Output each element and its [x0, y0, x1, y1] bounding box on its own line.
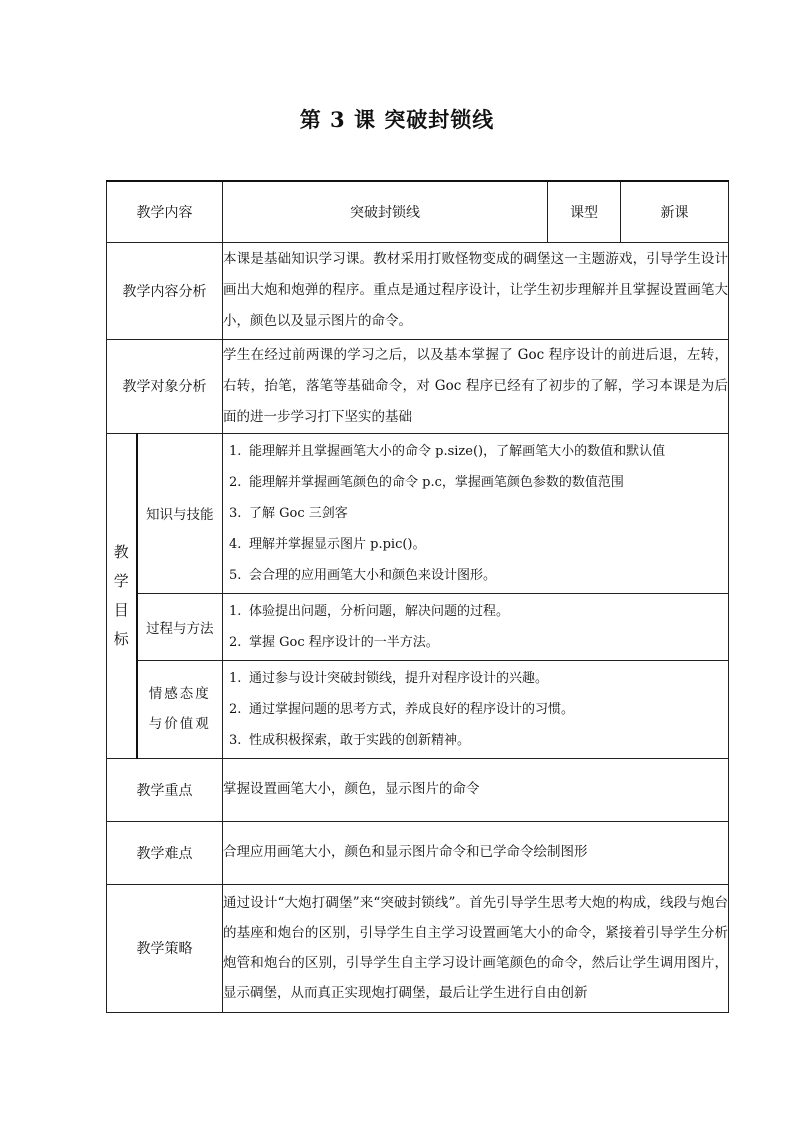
objectives-label-char: 标 — [113, 629, 129, 648]
content-value: 突破封锁线 — [223, 181, 548, 242]
type-value: 新课 — [621, 181, 729, 242]
list-item: 2. 通过掌握问题的思考方式，养成良好的程序设计的习惯。 — [229, 701, 575, 717]
lesson-plan-table — [106, 180, 729, 1013]
process-label: 过程与方法 — [137, 593, 223, 660]
audience-analysis-label: 教学对象分析 — [107, 339, 223, 433]
type-label: 课型 — [548, 181, 621, 242]
table-row — [107, 433, 729, 593]
list-item: 1. 通过参与设计突破封锁线，提升对程序设计的兴趣。 — [229, 670, 549, 686]
strategy-label: 教学策略 — [107, 884, 223, 1012]
knowledge-items — [223, 433, 729, 593]
list-item: 2. 能理解并掌握画笔颜色的命令 p.c，掌握画笔颜色参数的数值范围 — [229, 474, 624, 490]
content-analysis-text: 本课是基础知识学习课。教材采用打败怪物变成的碉堡这一主题游戏，引导学生设计画出大炮和炮弹的程序。重点是通过程序设计，让学生初步理解并且掌握设置画笔大小，颜色以及显示图片的命令。 — [223, 242, 729, 339]
key-points-label: 教学重点 — [107, 758, 223, 821]
objectives-label — [107, 433, 137, 758]
list-item: 5. 会合理的应用画笔大小和颜色来设计图形。 — [229, 567, 497, 583]
list-item: 3. 了解 Goc 三剑客 — [229, 505, 348, 521]
emotion-label — [137, 660, 223, 758]
list-item: 2. 掌握 Goc 程序设计的一半方法。 — [229, 634, 439, 650]
table-row — [107, 181, 729, 242]
table-row — [107, 593, 729, 660]
process-items — [223, 593, 729, 660]
key-points-text: 掌握设置画笔大小，颜色，显示图片的命令 — [223, 758, 729, 821]
content-label: 教学内容 — [107, 181, 223, 242]
content-analysis-label: 教学内容分析 — [107, 242, 223, 339]
list-item: 1. 体验提出问题，分析问题，解决问题的过程。 — [229, 603, 510, 619]
knowledge-label: 知识与技能 — [137, 433, 223, 593]
table-row — [107, 242, 729, 339]
emotion-label-line: 与价值观 — [148, 716, 211, 732]
table-row — [107, 821, 729, 884]
emotion-label-line: 情感态度 — [148, 686, 211, 702]
difficulties-label: 教学难点 — [107, 821, 223, 884]
emotion-items — [223, 660, 729, 758]
table-row — [107, 758, 729, 821]
table-row — [107, 884, 729, 1012]
list-item: 1. 能理解并且掌握画笔大小的命令 p.size()，了解画笔大小的数值和默认值 — [229, 443, 666, 459]
strategy-text: 通过设计“大炮打碉堡”来“突破封锁线”。首先引导学生思考大炮的构成，线段与炮台的基座和炮台的区别，引导学生自主学习设置画笔大小的命令，紧接着引导学生分析炮管和炮台的区别，引导学生自主学习设计画笔颜色的命令，然后让学生调用图片，显示碉堡，从而真正实现炮打碉堡，最后让学生进行自由创新 — [223, 884, 729, 1012]
objectives-label-char: 教 — [113, 542, 129, 561]
objectives-label-char: 学 — [113, 571, 129, 590]
table-row — [107, 660, 729, 758]
table-row — [107, 339, 729, 433]
difficulties-text: 合理应用画笔大小，颜色和显示图片命令和已学命令绘制图形 — [223, 821, 729, 884]
objectives-label-char: 目 — [113, 600, 129, 619]
audience-analysis-text: 学生在经过前两课的学习之后，以及基本掌握了 Goc 程序设计的前进后退，左转，右转，抬笔，落笔等基础命令，对 Goc 程序已经有了初步的了解，学习本课是为后面的进一步学习打下坚实的基础 — [223, 339, 729, 433]
list-item: 3. 性成积极探索，敢于实践的创新精神。 — [229, 732, 471, 748]
page-title: 第 3 课 突破封锁线 — [299, 107, 495, 132]
list-item: 4. 理解并掌握显示图片 p.pic()。 — [229, 536, 426, 552]
